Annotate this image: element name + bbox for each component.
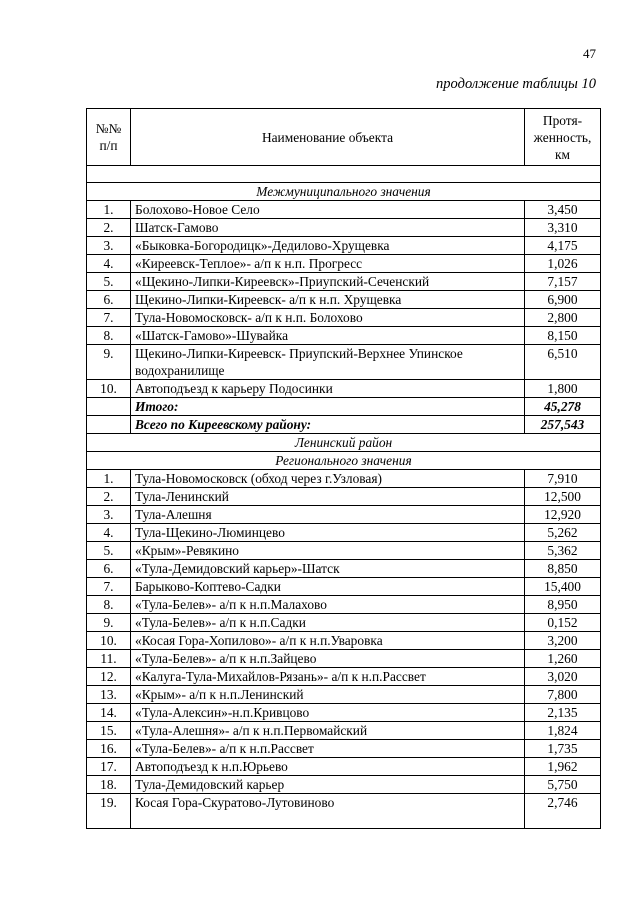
row-length: 3,200 bbox=[525, 632, 601, 650]
row-number: 5. bbox=[87, 273, 131, 291]
row-name: «Тула-Белев»- а/п к н.п.Садки bbox=[131, 614, 525, 632]
table-row bbox=[87, 758, 601, 776]
row-length: 3,020 bbox=[525, 668, 601, 686]
row-number: 17. bbox=[87, 758, 131, 776]
row-name: «Тула-Демидовский карьер»-Шатск bbox=[131, 560, 525, 578]
row-number: 6. bbox=[87, 291, 131, 309]
table-row bbox=[87, 668, 601, 686]
row-number: 2. bbox=[87, 219, 131, 237]
total-label: Всего по Киреевскому району: bbox=[131, 416, 525, 434]
row-number: 16. bbox=[87, 740, 131, 758]
row-length: 3,310 bbox=[525, 219, 601, 237]
row-length: 6,510 bbox=[525, 345, 601, 380]
header-num: №№ п/п bbox=[87, 109, 131, 166]
row-number: 2. bbox=[87, 488, 131, 506]
table-row bbox=[87, 614, 601, 632]
row-name: «Крым»- а/п к н.п.Ленинский bbox=[131, 686, 525, 704]
row-name: «Щекино-Липки-Киреевск»-Приупский-Сеченский bbox=[131, 273, 525, 291]
row-name: «Киреевск-Теплое»- а/п к н.п. Прогресс bbox=[131, 255, 525, 273]
row-length: 2,800 bbox=[525, 309, 601, 327]
row-name: Автоподъезд к н.п.Юрьево bbox=[131, 758, 525, 776]
row-name: Шатск-Гамово bbox=[131, 219, 525, 237]
row-length: 8,850 bbox=[525, 560, 601, 578]
row-name: Щекино-Липки-Киреевск- а/п к н.п. Хрущевка bbox=[131, 291, 525, 309]
row-length: 0,152 bbox=[525, 614, 601, 632]
table-row bbox=[87, 273, 601, 291]
row-name: «Калуга-Тула-Михайлов-Рязань»- а/п к н.п.Рассвет bbox=[131, 668, 525, 686]
table-row bbox=[87, 722, 601, 740]
table-row bbox=[87, 578, 601, 596]
row-name: «Тула-Алешня»- а/п к н.п.Первомайский bbox=[131, 722, 525, 740]
row-number: 1. bbox=[87, 201, 131, 219]
row-number: 10. bbox=[87, 380, 131, 398]
row-number: 5. bbox=[87, 542, 131, 560]
row-number: 9. bbox=[87, 614, 131, 632]
row-number: 10. bbox=[87, 632, 131, 650]
table-header-row bbox=[87, 109, 601, 166]
page-number: 47 bbox=[583, 46, 596, 61]
row-name: Тула-Щекино-Люминцево bbox=[131, 524, 525, 542]
district-row bbox=[87, 434, 601, 452]
row-length: 1,735 bbox=[525, 740, 601, 758]
row-name: «Шатск-Гамово»-Шувайка bbox=[131, 327, 525, 345]
table-row bbox=[87, 219, 601, 237]
table-row bbox=[87, 776, 601, 794]
row-length: 5,362 bbox=[525, 542, 601, 560]
row-number: 6. bbox=[87, 560, 131, 578]
row-name: «Быковка-Богородицк»-Дедилово-Хрущевка bbox=[131, 237, 525, 255]
total-value: 45,278 bbox=[525, 398, 601, 416]
row-number: 4. bbox=[87, 255, 131, 273]
row-name: Тула-Новомосковск (обход через г.Узловая) bbox=[131, 470, 525, 488]
row-name: Барыково-Коптево-Садки bbox=[131, 578, 525, 596]
row-length: 1,260 bbox=[525, 650, 601, 668]
row-number: 8. bbox=[87, 596, 131, 614]
table-row bbox=[87, 488, 601, 506]
table-row bbox=[87, 596, 601, 614]
table-row bbox=[87, 542, 601, 560]
row-number: 3. bbox=[87, 506, 131, 524]
row-length: 7,157 bbox=[525, 273, 601, 291]
table-row bbox=[87, 201, 601, 219]
table-row bbox=[87, 237, 601, 255]
row-name: Болохово-Новое Село bbox=[131, 201, 525, 219]
section-title-row bbox=[87, 183, 601, 201]
roads-table bbox=[86, 108, 601, 829]
row-number: 18. bbox=[87, 776, 131, 794]
row-length: 5,262 bbox=[525, 524, 601, 542]
row-number: 4. bbox=[87, 524, 131, 542]
header-name: Наименование объекта bbox=[131, 109, 525, 166]
table-row bbox=[87, 794, 601, 829]
total-row bbox=[87, 416, 601, 434]
row-length: 8,950 bbox=[525, 596, 601, 614]
row-name: Тула-Демидовский карьер bbox=[131, 776, 525, 794]
row-name: Косая Гора-Скуратово-Лутовиново bbox=[131, 794, 525, 829]
district-title: Ленинский район bbox=[87, 434, 601, 452]
row-number: 3. bbox=[87, 237, 131, 255]
table-row bbox=[87, 255, 601, 273]
row-name: «Тула-Белев»- а/п к н.п.Малахово bbox=[131, 596, 525, 614]
total-row bbox=[87, 398, 601, 416]
row-length: 3,450 bbox=[525, 201, 601, 219]
row-number: 13. bbox=[87, 686, 131, 704]
row-length: 1,800 bbox=[525, 380, 601, 398]
table-row bbox=[87, 327, 601, 345]
row-length: 1,962 bbox=[525, 758, 601, 776]
table-row bbox=[87, 632, 601, 650]
table-row bbox=[87, 380, 601, 398]
row-length: 1,026 bbox=[525, 255, 601, 273]
table-row bbox=[87, 704, 601, 722]
table-row bbox=[87, 740, 601, 758]
row-length: 15,400 bbox=[525, 578, 601, 596]
row-name: «Косая Гора-Хопилово»- а/п к н.п.Уваровка bbox=[131, 632, 525, 650]
table-row bbox=[87, 524, 601, 542]
row-length: 7,910 bbox=[525, 470, 601, 488]
total-label: Итого: bbox=[131, 398, 525, 416]
row-number: 19. bbox=[87, 794, 131, 829]
table-row bbox=[87, 309, 601, 327]
row-name: «Крым»-Ревякино bbox=[131, 542, 525, 560]
row-length: 12,920 bbox=[525, 506, 601, 524]
table-row bbox=[87, 560, 601, 578]
row-length: 12,500 bbox=[525, 488, 601, 506]
row-length: 2,746 bbox=[525, 794, 601, 829]
table-row bbox=[87, 291, 601, 309]
row-number: 12. bbox=[87, 668, 131, 686]
row-name: Тула-Ленинский bbox=[131, 488, 525, 506]
row-name: Тула-Новомосковск- а/п к н.п. Болохово bbox=[131, 309, 525, 327]
row-length: 2,135 bbox=[525, 704, 601, 722]
table-row bbox=[87, 506, 601, 524]
row-number: 1. bbox=[87, 470, 131, 488]
table-row bbox=[87, 345, 601, 380]
table-row bbox=[87, 686, 601, 704]
row-name: «Тула-Белев»- а/п к н.п.Рассвет bbox=[131, 740, 525, 758]
total-num-empty bbox=[87, 416, 131, 434]
table-row bbox=[87, 470, 601, 488]
section-title: Регионального значения bbox=[87, 452, 601, 470]
row-name: Автоподъезд к карьеру Подосинки bbox=[131, 380, 525, 398]
blank-row bbox=[87, 166, 601, 183]
row-number: 7. bbox=[87, 578, 131, 596]
row-number: 8. bbox=[87, 327, 131, 345]
row-name: Щекино-Липки-Киреевск- Приупский-Верхнее Упинское водохранилище bbox=[131, 345, 525, 380]
section-title-row bbox=[87, 452, 601, 470]
row-number: 9. bbox=[87, 345, 131, 380]
row-number: 11. bbox=[87, 650, 131, 668]
row-length: 4,175 bbox=[525, 237, 601, 255]
row-number: 15. bbox=[87, 722, 131, 740]
row-number: 7. bbox=[87, 309, 131, 327]
row-length: 8,150 bbox=[525, 327, 601, 345]
row-number: 14. bbox=[87, 704, 131, 722]
row-length: 5,750 bbox=[525, 776, 601, 794]
total-num-empty bbox=[87, 398, 131, 416]
row-name: Тула-Алешня bbox=[131, 506, 525, 524]
table-continuation-caption: продолжение таблицы 10 bbox=[436, 76, 596, 92]
row-name: «Тула-Белев»- а/п к н.п.Зайцево bbox=[131, 650, 525, 668]
row-length: 1,824 bbox=[525, 722, 601, 740]
row-name: «Тула-Алексин»-н.п.Кривцово bbox=[131, 704, 525, 722]
row-length: 6,900 bbox=[525, 291, 601, 309]
table-row bbox=[87, 650, 601, 668]
row-length: 7,800 bbox=[525, 686, 601, 704]
total-value: 257,543 bbox=[525, 416, 601, 434]
header-length: Протя-женность, км bbox=[525, 109, 601, 166]
section-title: Межмуниципального значения bbox=[87, 183, 601, 201]
